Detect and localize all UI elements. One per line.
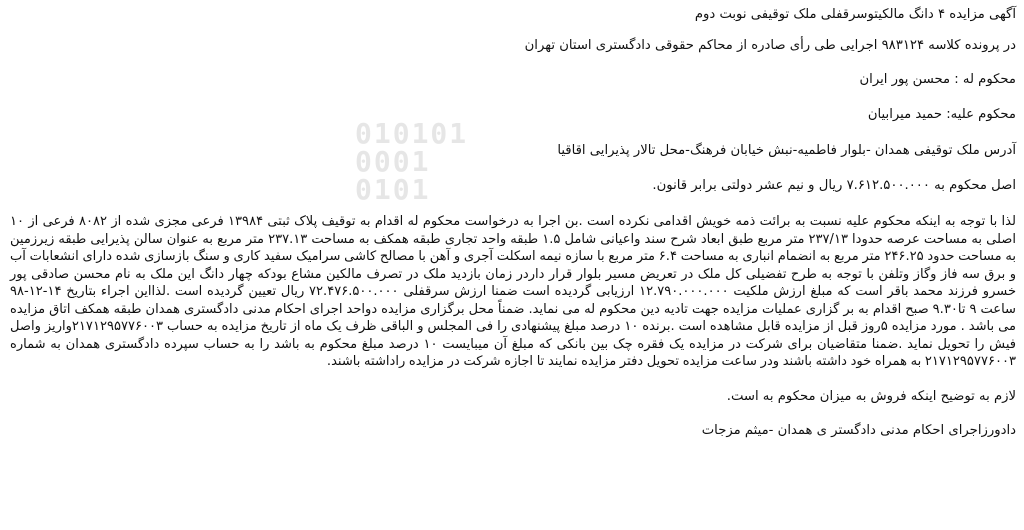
watermark-line: 0101 (355, 173, 431, 206)
address-line: آدرس ملک توقیفی همدان -بلوار فاطمیه-نبش خیابان فرهنگ-محل تالار پذیرایی اقاقیا (557, 143, 1016, 158)
watermark-line: 010101 (355, 117, 469, 150)
auction-notice (8, 0, 1016, 453)
amount-line: اصل محکوم به ۷.۶۱۲.۵۰۰.۰۰۰ ریال و نیم عشر دولتی برابر قانون. (652, 178, 1016, 193)
notice-body: لذا با توجه به اینکه محکوم علیه نسبت به برائت ذمه خویش اقدامی نکرده است .بن اجرا به درخواست محکوم له اقدام به توقیف پلاک ثبتی ۱۳۹۸۴ فرعی مجزی شده از ۸۰۸۲ فرعی از ۱۰ اصلی به مساحت عرصه حدودا ۲۳۷/۱۳ متر مربع طبق ابعاد شرح سند واعیانی شامل ۱.۵ طبقه واحد تجاری طبقه همکف به مساحت ۲۳۷.۱۳ متر مربع به عنوان سالن پذیرایی طبقه زیرزمین به مساحت حدود ۲۴۶.۲۵ متر مربع به انضمام انباری به مساحت ۶.۴ متر مربع با سازه نیمه اسکلت آجری و آهن با مصالح کاشی سرامیک سفید کاری و سنگ بازسازی شده دارای انشعابات آب و برق سه فاز وگاز وتلفن با توجه به طرح تفضیلی کل ملک در تعریض مسیر بلوار قرار داردر زمان بازدید ملک در تصرف مالکین مشاع بودکه چهار دانگ این ملک به نام محسن صادقی پور خسرو فرزند محمد باقر است که مبلغ ارزش ملکیت ۱۲.۷۹۰.۰۰۰.۰۰۰ ارزیابی گردیده است ضمنا ارزش سرقفلی ۷۲.۴۷۶.۵۰۰.۰۰۰ ریال تعیین گردیده است .لذااین اجراء بتاریخ ۱۴-۱۲-۹۸ ساعت ۹ تا۹.۳۰ صبح اقدام به بر گزاری عملیات مزایده جهت تادیه دین محکوم له می نماید. ضمناً محل برگزاری مزایده دواحد اجرای احکام مدنی دادگستری همدان طبقه همکف اتاق مزایده می باشد . مورد مزایده ۵روز قبل از مزایده قابل مشاهده است .برنده ۱۰ درصد مبلغ پیشنهادی را فی المجلس و الباقی ظرف یک ماه از تاریخ مزایده به حساب ۲۱۷۱۲۹۵۷۷۶۰۰۳واریز واصل فیش را تحویل نماید .ضمنا متقاضیان برای شرکت در مزایده یک فقره چک بین بانکی که مبلغ آن میبایست ۱۰ درصد مبلغ محکوم به باشد را به حساب سپرده دادگستری همدان به شماره ۲۱۷۱۲۹۵۷۷۶۰۰۳ به همراه خود داشته باشند ودر ساعت مزایده تحویل دفتر مزایده نمایند تا اجازه شرکت در مزایده راداشته باشند. (10, 214, 1017, 369)
creditor-line: محکوم له : محسن پور ایران (859, 72, 1016, 87)
notice-title: آگهی مزایده ۴ دانگ مالکیتوسرقفلی ملک توقیفی نوبت دوم (694, 7, 1016, 22)
note-line: لازم به توضیح اینکه فروش به میزان محکوم به است. (726, 388, 1016, 404)
case-line: در پرونده کلاسه ۹۸۳۱۲۴ اجرایی طی رأی صادره از محاکم حقوقی دادگستری استان تهران (524, 38, 1016, 53)
watermark-line: 0001 (355, 145, 431, 178)
signature-line: دادورزاجرای احکام مدنی دادگستر ی همدان -میثم مزجات (701, 422, 1016, 438)
debtor-line: محکوم علیه: حمید میرابیان (867, 107, 1016, 122)
